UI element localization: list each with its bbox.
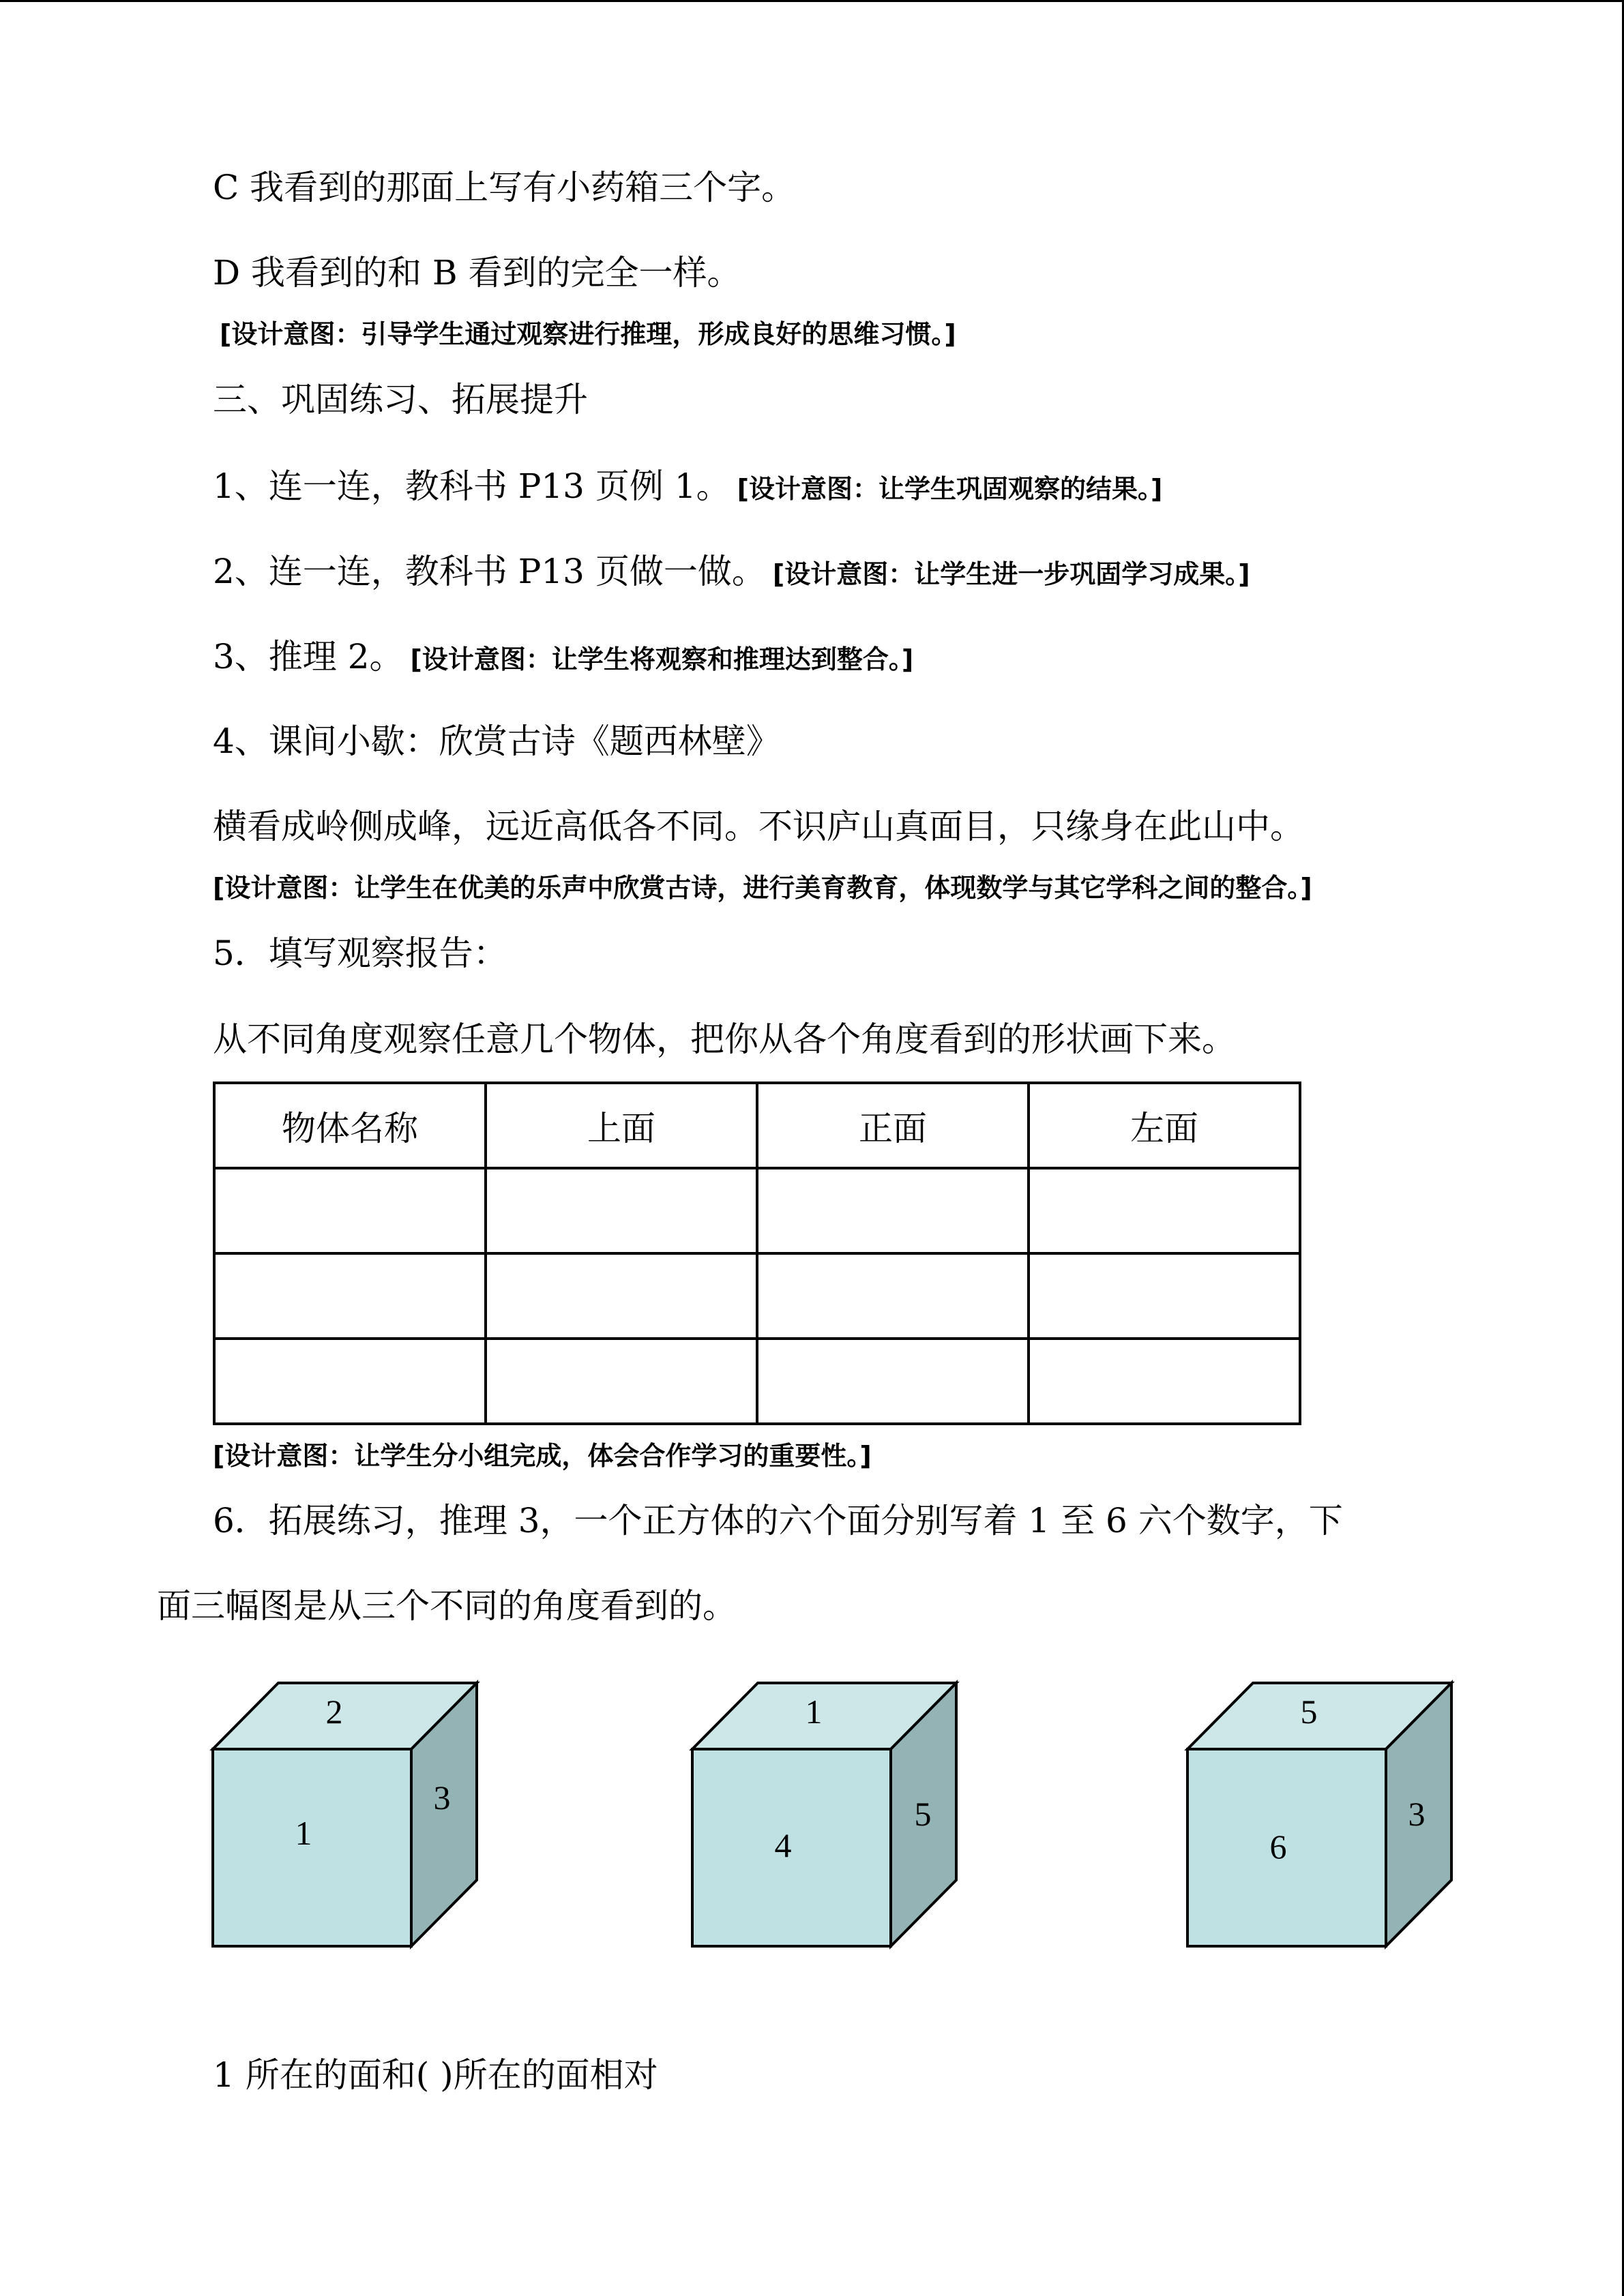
table-cell[interactable] [757, 1168, 1029, 1253]
option-d: D 我看到的和 B 看到的完全一样。 [213, 253, 741, 293]
cube-top-number: 5 [1300, 1693, 1318, 1731]
cube-side-number: 3 [1408, 1795, 1426, 1833]
table-cell[interactable] [757, 1339, 1029, 1424]
exercise-1-text: 1、连一连，教科书 P13 页例 1。 [213, 466, 730, 506]
table-cell[interactable] [486, 1253, 757, 1339]
table-cell[interactable] [1029, 1339, 1300, 1424]
exercise-6-line-1: 6．拓展练习，推理 3，一个正方体的六个面分别写着 1 至 6 六个数字，下 [213, 1501, 1343, 1540]
exercise-1-note: [设计意图：让学生巩固观察的结果。] [737, 474, 1163, 504]
exercise-5-description: 从不同角度观察任意几个物体，把你从各个角度看到的形状画下来。 [213, 1019, 1236, 1059]
table-cell[interactable] [214, 1168, 486, 1253]
cube-2 [692, 1683, 956, 1946]
design-note-1: [设计意图：引导学生通过观察进行推理，形成良好的思维习惯。] [220, 319, 956, 349]
design-note-4: [设计意图：让学生在优美的乐声中欣赏古诗，进行美育教育，体现数学与其它学科之间的整合。] [213, 873, 1312, 903]
cube-top-number: 1 [805, 1693, 823, 1731]
cube-1 [213, 1683, 477, 1946]
table-cell[interactable] [214, 1339, 486, 1424]
cube-side-number: 3 [433, 1778, 451, 1817]
option-c: C 我看到的那面上写有小药箱三个字。 [213, 168, 796, 207]
exercise-2-text: 2、连一连，教科书 P13 页做一做。 [213, 552, 766, 591]
table-cell[interactable] [214, 1253, 486, 1339]
exercise-3-note: [设计意图：让学生将观察和推理达到整合。] [410, 644, 914, 674]
exercise-2-note: [设计意图：让学生进一步巩固学习成果。] [772, 559, 1250, 589]
table-row [214, 1253, 1300, 1339]
section-3-heading: 三、巩固练习、拓展提升 [213, 380, 588, 419]
cube-front-face [692, 1749, 891, 1946]
exercise-4: 4、课间小歇：欣赏古诗《题西林壁》 [213, 721, 780, 761]
table-header-row [214, 1083, 1300, 1168]
cube-front-number: 6 [1269, 1828, 1287, 1866]
table-row [214, 1168, 1300, 1253]
cube-front-number: 4 [774, 1826, 792, 1864]
exercise-6-line-2: 面三幅图是从三个不同的角度看到的。 [157, 1586, 737, 1626]
table-header-cell: 正面 [757, 1083, 1029, 1168]
cube-front-number: 1 [295, 1814, 312, 1852]
poem-text: 横看成岭侧成峰，远近高低各不同。不识庐山真面目，只缘身在此山中。 [213, 807, 1304, 846]
cube-top-number: 2 [325, 1693, 343, 1731]
cube-3 [1187, 1683, 1451, 1946]
exercise-5: 5．填写观察报告： [213, 934, 507, 973]
table-header-cell: 物体名称 [214, 1083, 486, 1168]
exercise-1 [213, 466, 1162, 509]
table-cell[interactable] [1029, 1253, 1300, 1339]
cube-side-number: 5 [914, 1795, 932, 1833]
cube-figures [0, 1664, 1624, 1964]
table-header-cell: 上面 [486, 1083, 757, 1168]
table-cell[interactable] [486, 1339, 757, 1424]
table-header-cell: 左面 [1029, 1083, 1300, 1168]
opposite-face-question: 1 所在的面和( )所在的面相对 [213, 2055, 658, 2095]
page-top-border [0, 0, 1624, 2]
exercise-2 [213, 551, 1250, 595]
table-cell[interactable] [757, 1253, 1029, 1339]
table-row [214, 1339, 1300, 1424]
design-note-5: [设计意图：让学生分小组完成，体会合作学习的重要性。] [213, 1441, 872, 1471]
cube-front-face [213, 1749, 411, 1946]
observation-table [213, 1082, 1301, 1425]
table-cell[interactable] [1029, 1168, 1300, 1253]
table-cell[interactable] [486, 1168, 757, 1253]
cube-front-face [1187, 1749, 1386, 1946]
exercise-3 [213, 636, 913, 680]
exercise-3-text: 3、推理 2。 [213, 637, 404, 676]
